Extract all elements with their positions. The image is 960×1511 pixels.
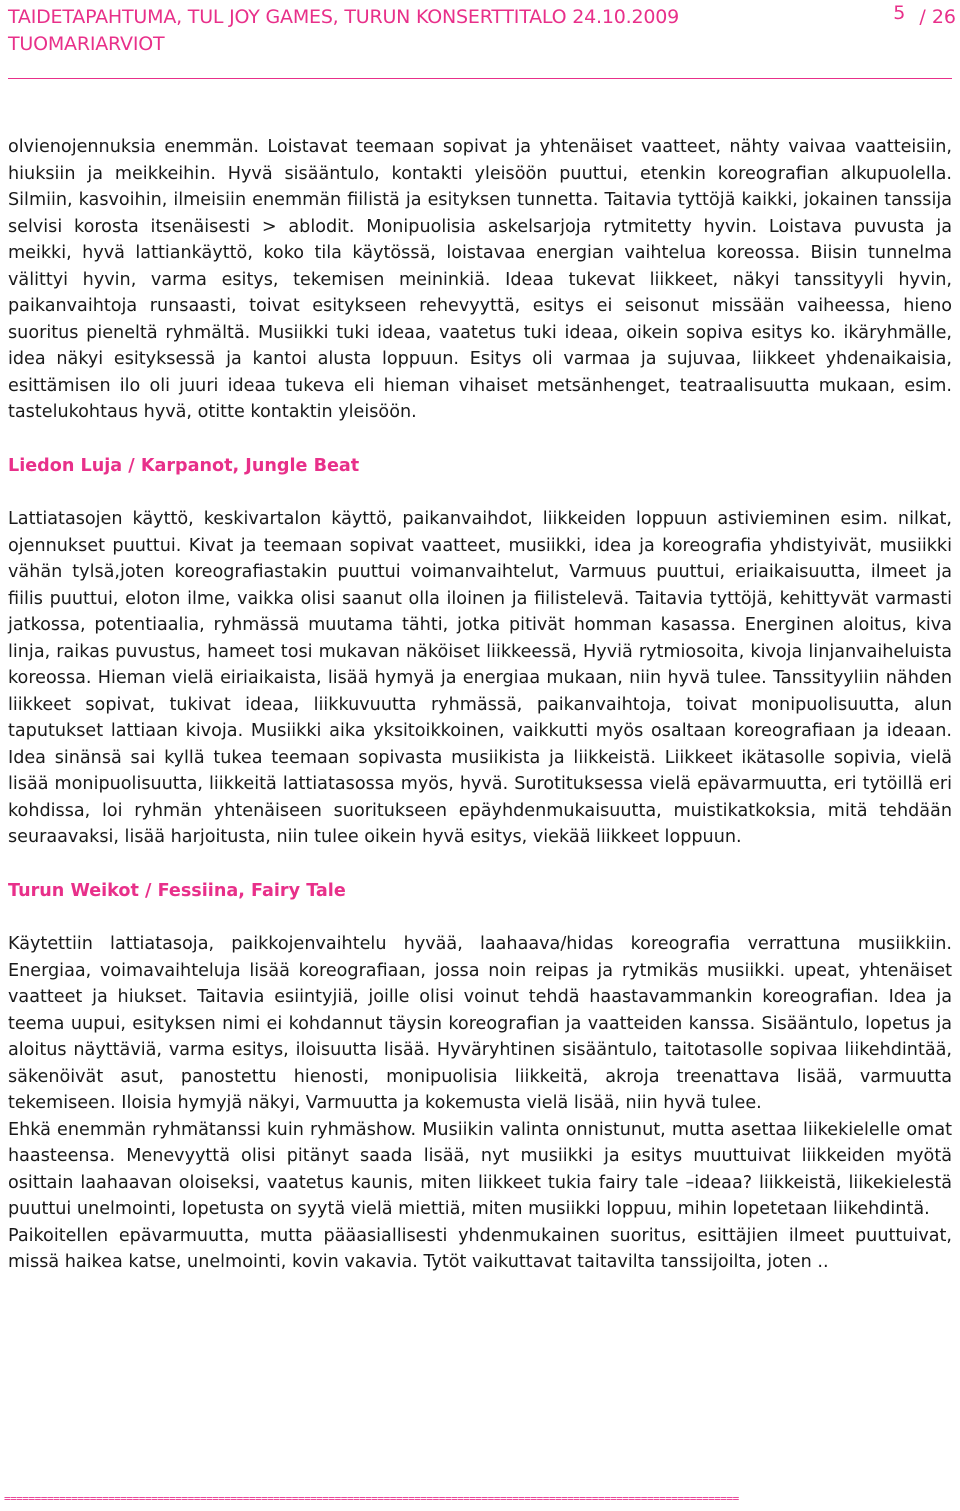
page-total: / 26 xyxy=(919,6,956,28)
header-divider xyxy=(8,78,952,79)
turun-paragraph-2: Ehkä enemmän ryhmätanssi kuin ryhmäshow. Musiikin valinta onnistunut, mutta asettaa liikekielelle omat haasteensa. Menevyyttä olisi pitänyt saada lisää, nyt musiikki ja esitys muuttuivat liikkeiden myötä osittain laahaavan oloiseksi, vaatetus kaunis, miten liikkeet tukia fairy tale –ideaa? liikkeistä, liikekielestä puuttui unelmointi, lopetusta on syytä vielä miettiä, miten musiikki loppuu, mihin lopetetaan liikehdintä. xyxy=(8,1119,952,1219)
page-indicator xyxy=(893,4,956,31)
turun-paragraph-1: Käytettiin lattiatasoja, paikkojenvaihtelu hyvää, laahaava/hidas koreografia verrattuna musiikkiin. Energiaa, voimavaihteluja lisää koreografiaan, jossa noin reipas ja rytmikäs musiikki. upeat, yhtenäiset vaatteet ja hiukset. Taitavia esiintyjiä, joille olisi voinut tehdä haastavammankin koreografian. Idea ja teema uupui, esityksen nimi ei kohdannut täysin koreografian ja vaatteiden kanssa. Sisääntulo, lopetus ja aloitus näyttäviä, varma esitys, iloisuutta lisää. Hyväryhtinen sisääntulo, taitotasolle sopivaa liikehdintää, säkenöivät asut, panostettu hienosti, monipuolisia liikkeitä, akroja treenattava lisää, varmuutta tekemiseen. Iloisia hymyjä näkyi, Varmuutta ja kokemusta vielä lisää, niin hyvä tulee. xyxy=(8,934,952,1113)
turun-paragraph-3: Paikoitellen epävarmuutta, mutta pääasiallisesti yhdenmukainen suoritus, esittäjien ilmeet puuttuivat, missä haikea katse, unelmointi, kovin vakavia. Tytöt vaikuttavat taitavilta tanssijoilta, joten .. xyxy=(8,1225,952,1272)
document-body xyxy=(8,134,952,1276)
liedon-paragraph: Lattiatasojen käyttö, keskivartalon käyttö, paikanvaihdot, liikkeiden loppuun astivieminen esim. nilkat, ojennukset puuttui. Kivat ja teemaan sopivat vaatteet, musiikki, idea ja koreografia yhdistyivät, musiikki vähän tylsä,joten koreografiastakin puuttui voimanvaihtelut, Varmuus puuttui, eriaikaisuutta, ilmeet ja fiilis puuttui, eloton ilme, vaikka olisi saanut olla iloinen ja fiilistelevä. Taitavia tyttöjä, kehittyvät varmasti jatkossa, potentiaalia, ryhmässä muutama tähti, jotka pitivät homman kasassa. Energinen aloitus, kiva linja, raikas puvustus, hameet tosi mukavan näköiset liikkeessä, Hyviä rytmiosoita, kivoja linjanvaiheluista koreossa. Hieman vielä eiriaikaista, lisää hymyä ja energiaa mukaan, niin hyvä tulee. Tanssityyliin nähden liikkeet sopivat, tukivat ideaa, liikkuvuutta ryhmässä, paikanvaihtoja, toivat monipuolisuutta, alun taputukset lattiaan kivoja. Musiikki aika yksitoikkoinen, vaikkutti myös osaltaan koreografiaan ja ideaan. Idea sinänsä sai kyllä tukea teemaan sopivasta musiikista ja liikkeistä. Liikkeet ikätasolle sopivia, vielä lisää monipuolisuutta, liikkeitä lattiatasossa myös, hyvä. Surotituksessa vielä epävarmuutta, eri tytöillä eri kohdissa, loi ryhmän yhtenäiseen suoritukseen epäyhdenmukaisuutta, muistikatkoksia, mitä tehdään seuraavaksi, lisää harjoitusta, niin tulee oikein hyvä esitys, viekää liikkeet loppuun. xyxy=(8,509,952,847)
page-current: 5 xyxy=(893,2,906,24)
section-heading-turun: Turun Weikot / Fessiina, Fairy Tale xyxy=(8,880,346,901)
document-subtitle: TUOMARIARVIOT xyxy=(8,33,165,55)
section-heading-liedon: Liedon Luja / Karpanot, Jungle Beat xyxy=(8,455,360,476)
page-header xyxy=(8,4,952,80)
footer-rule: ======================================================================================================================== xyxy=(4,1493,739,1505)
intro-paragraph: olvienojennuksia enemmän. Loistavat teemaan sopivat ja yhtenäiset vaatteet, nähty vaivaa vaatteisiin, hiuksiin ja meikkeihin. Hyvä sisääntulo, kontakti yleisöön puuttui, etenkin koreografian alkupuolella. Silmiin, kasvoihin, ilmeisiin enemmän fiilistä ja esityksen tunnetta. Taitavia tyttöjä kaikki, jokainen tanssija selvisi korosta itsenäisesti > ablodit. Monipuolisia askelsarjoja rytmitetty hyvin. Loistava puvusta ja meikki, hyvä lattiankäyttö, koko tila käytössä, loistavaa energian vaihtelua koreossa. Biisin tunnelma välittyi hyvin, varma esitys, tekemisen meininkiä. Ideaa tukevat liikkeet, näkyi tanssityyli hyvin, paikanvaihtoja runsaasti, toivat esitykseen rehevyyttä, esitys ei seisonut missään vaiheessa, hieno suoritus pieneltä ryhmältä. Musiikki tuki ideaa, vaatetus tuki ideaa, oikein sopiva esitys ko. ikäryhmälle, idea näkyi esityksessä ja kantoi alusta loppuun. Esitys oli varmaa ja sujuvaa, liikkeet yhdenaikaisia, esittämisen ilo oli juuri ideaa tukeva eli hieman vihaiset metsänhenget, teatraalisuutta mukaan, esim. tastelukohtaus hyvä, otitte kontaktin yleisöön. xyxy=(8,137,952,422)
document-title: TAIDETAPAHTUMA, TUL JOY GAMES, TURUN KONSERTTITALO 24.10.2009 xyxy=(8,6,680,28)
